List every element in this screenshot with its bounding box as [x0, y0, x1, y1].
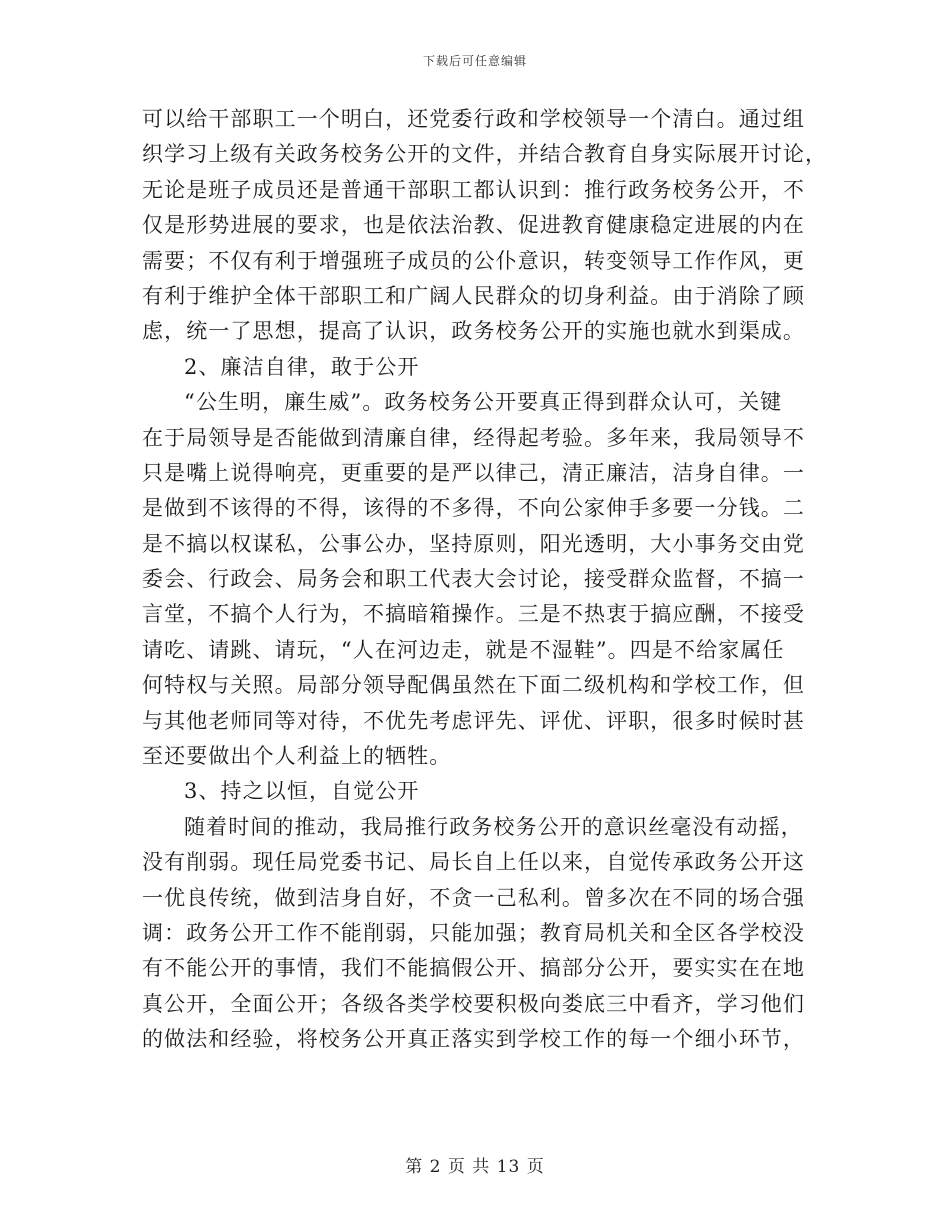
body-line: 随着时间的推动，我局推行政务校务公开的意识丝毫没有动摇， — [184, 814, 803, 839]
body-line: 没有削弱。现任局党委书记、局长自上任以来，自觉传承政务公开这 — [142, 850, 805, 875]
body-line: 有利于维护全体干部职工和广阔人民群众的切身利益。由于消除了顾 — [142, 283, 805, 308]
body-line: 一优良传统，做到洁身自好，不贪一己私利。曾多次在不同的场合强 — [142, 885, 805, 910]
section-heading: 3、持之以恒，自觉公开 — [184, 779, 420, 804]
body-line: 仅是形势进展的要求，也是依法治教、促进教育健康稳定进展的内在 — [142, 213, 805, 238]
body-line: 至还要做出个人利益上的牺牲。 — [142, 744, 452, 769]
section-heading: 2、廉洁自律，敢于公开 — [184, 354, 420, 379]
body-line: 何特权与关照。局部分领导配偶虽然在下面二级机构和学校工作，但 — [142, 673, 805, 698]
body-line: 在于局领导是否能做到清廉自律，经得起考验。多年来，我局领导不 — [142, 425, 805, 450]
body-line: 与其他老师同等对待，不优先考虑评先、评优、评职，很多时候时甚 — [142, 708, 805, 733]
body-line: 是不搞以权谋私，公事公办，坚持原则，阳光透明，大小事务交由党 — [142, 531, 805, 556]
body-line: 调：政务公开工作不能削弱，只能加强；教育局机关和全区各学校没 — [142, 920, 805, 945]
body-line: 请吃、请跳、请玩，“人在河边走，就是不湿鞋”。四是不给家属任 — [142, 637, 785, 662]
body-line: 需要；不仅有利于增强班子成员的公仆意识，转变领导工作作风，更 — [142, 248, 805, 273]
body-line: 的做法和经验，将校务公开真正落实到学校工作的每一个细小环节， — [142, 1027, 805, 1052]
body-line: 委会、行政会、局务会和职工代表大会讨论，接受群众监督，不搞一 — [142, 567, 805, 592]
page-number-footer: 第 2 页 共 13 页 — [405, 1157, 545, 1177]
document-body — [142, 102, 828, 1058]
body-line: 可以给干部职工一个明白，还党委行政和学校领导一个清白。通过组 — [142, 107, 805, 131]
page-header-note: 下载后可任意编辑 — [422, 54, 527, 68]
body-line: 虑，统一了思想，提高了认识，政务校务公开的实施也就水到渠成。 — [142, 319, 805, 344]
body-line: 织学习上级有关政务校务公开的文件，并结合教育自身实际展开讨论， — [142, 142, 828, 167]
body-line: 有不能公开的事情，我们不能搞假公开、搞部分公开，要实实在在地 — [142, 956, 805, 981]
body-line: 无论是班子成员还是普通干部职工都认识到：推行政务校务公开，不 — [142, 177, 805, 202]
body-line: “公生明，廉生威”。政务校务公开要真正得到群众认可，关键 — [184, 390, 783, 415]
body-line: 言堂，不搞个人行为，不搞暗箱操作。三是不热衷于搞应酬，不接受 — [142, 602, 805, 627]
body-line: 真公开，全面公开；各级各类学校要积极向娄底三中看齐，学习他们 — [142, 991, 805, 1016]
body-line: 是做到不该得的不得，该得的不多得，不向公家伸手多要一分钱。二 — [142, 496, 805, 521]
body-line: 只是嘴上说得响亮，更重要的是严以律己，清正廉洁，洁身自律。一 — [142, 460, 805, 485]
